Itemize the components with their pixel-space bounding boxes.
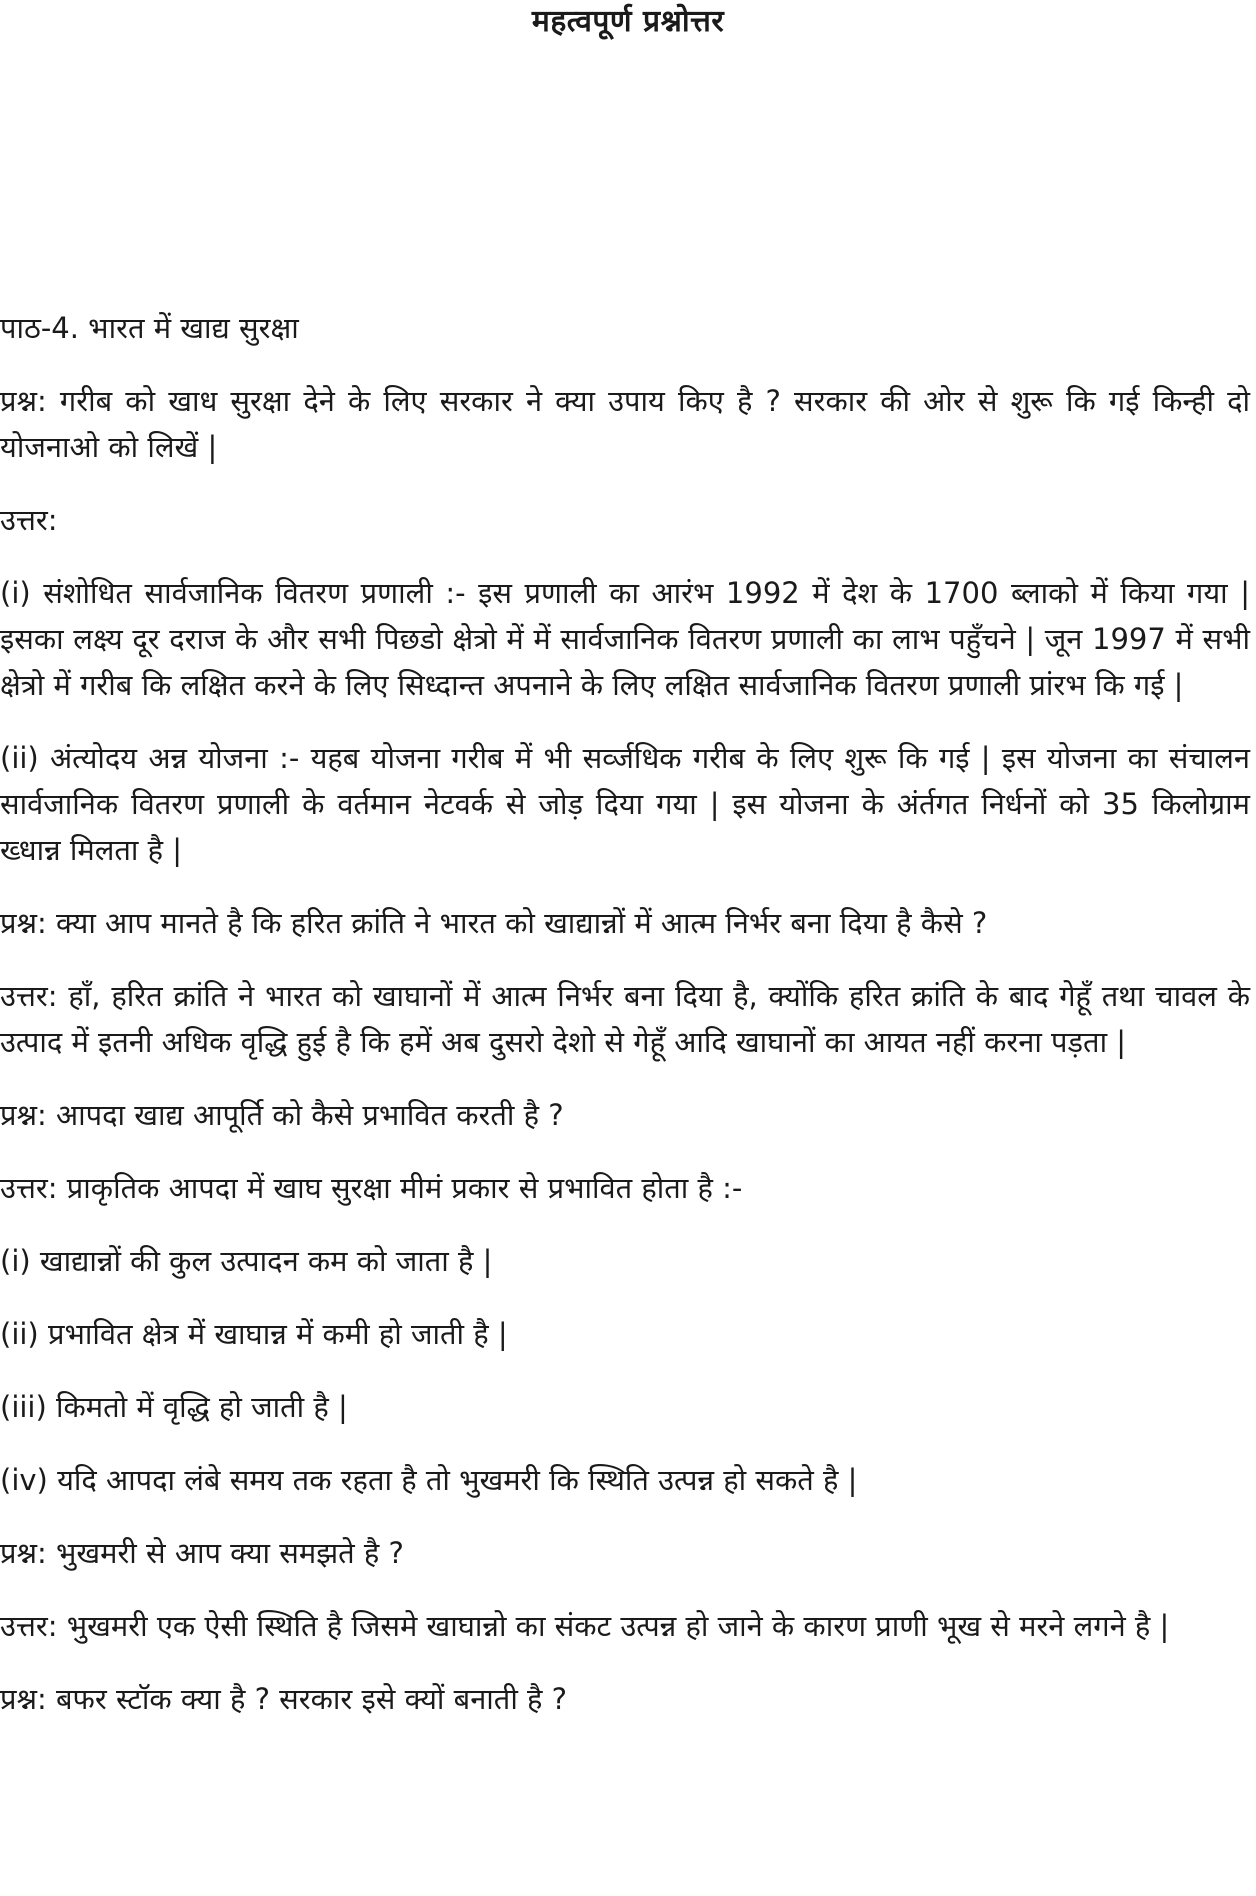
- question-4: प्रश्न: भुखमरी से आप क्या समझते है ?: [0, 1536, 404, 1570]
- question-2: प्रश्न: क्या आप मानते है कि हरित क्रांति ने भारत को खाद्यान्नों में आत्म निर्भर बना दिया है कैसे ?: [0, 906, 988, 940]
- answer-1-point-i: (i) संशोधित सार्वजानिक वितरण प्रणाली :- इस प्रणाली का आरंभ 1992 में देश के 1700 ब्लाको में किया गया | इसका लक्ष्य दूर दराज के और सभी पिछडो क्षेत्रो में में सार्वजानिक वितरण प्रणाली का लाभ पहुँचने | जून 1997 में सभी क्षेत्रो में गरीब कि लक्षित करने के लिए सिध्दान्त अपनाने के लिए लक्षित सार्वजानिक वितरण प्रणाली प्रांरभ कि गई |: [0, 576, 1250, 702]
- answer-1-label: उत्तर:: [0, 503, 58, 537]
- answer-3-point-iv: (iv) यदि आपदा लंबे समय तक रहता है तो भुखमरी कि स्थिति उत्पन्न हो सकते है |: [0, 1463, 858, 1497]
- answer-3-point-ii: (ii) प्रभावित क्षेत्र में खाघान्न में कमी हो जाती है |: [0, 1317, 508, 1351]
- answer-1-point-ii: (ii) अंत्योदय अन्न योजना :- यहब योजना गरीब में भी सर्व्जधिक गरीब के लिए शुरू कि गई | इस योजना का संचालन सार्वजानिक वितरण प्रणाली के वर्तमान नेटवर्क से जोड़ दिया गया | इस योजना के अंर्तगत निर्धनों को 35 किलोग्राम ख्धान्न मिलता है |: [0, 741, 1250, 867]
- question-3: प्रश्न: आपदा खाद्य आपूर्ति को कैसे प्रभावित करती है ?: [0, 1098, 564, 1132]
- question-5: प्रश्न: बफर स्टॉक क्या है ? सरकार इसे क्यों बनाती है ?: [0, 1682, 568, 1716]
- document-body: [0, 305, 1250, 1749]
- answer-2: उत्तर: हाँ, हरित क्रांति ने भारत को खाघानों में आत्म निर्भर बना दिया है, क्योंकि हरित क्रांति के बाद गेहूँ तथा चावल के उत्पाद में इतनी अधिक वृद्धि हुई है कि हमें अब दुसरो देशो से गेहूँ आदि खाघानों का आयत नहीं करना पड़ता |: [0, 979, 1250, 1059]
- answer-3-intro: उत्तर: प्राकृतिक आपदा में खाघ सुरक्षा मीमं प्रकार से प्रभावित होता है :-: [0, 1171, 743, 1205]
- answer-3-point-iii: (iii) किमतो में वृद्धि हो जाती है |: [0, 1390, 348, 1424]
- answer-4: उत्तर: भुखमरी एक ऐसी स्थिति है जिसमे खाघान्नो का संकट उत्पन्न हो जाने के कारण प्राणी भूख से मरने लगने है |: [0, 1609, 1170, 1643]
- answer-3-point-i: (i) खाद्यान्नों की कुल उत्पादन कम को जाता है |: [0, 1244, 493, 1278]
- page-title: महत्वपूर्ण प्रश्नोत्तर: [531, 4, 725, 39]
- question-1: प्रश्न: गरीब को खाध सुरक्षा देने के लिए सरकार ने क्या उपाय किए है ? सरकार की ओर से शुरू कि गई किन्ही दो योजनाओ को लिखें |: [0, 384, 1250, 464]
- chapter-heading: पाठ-4. भारत में खाद्य सुरक्षा: [0, 311, 299, 345]
